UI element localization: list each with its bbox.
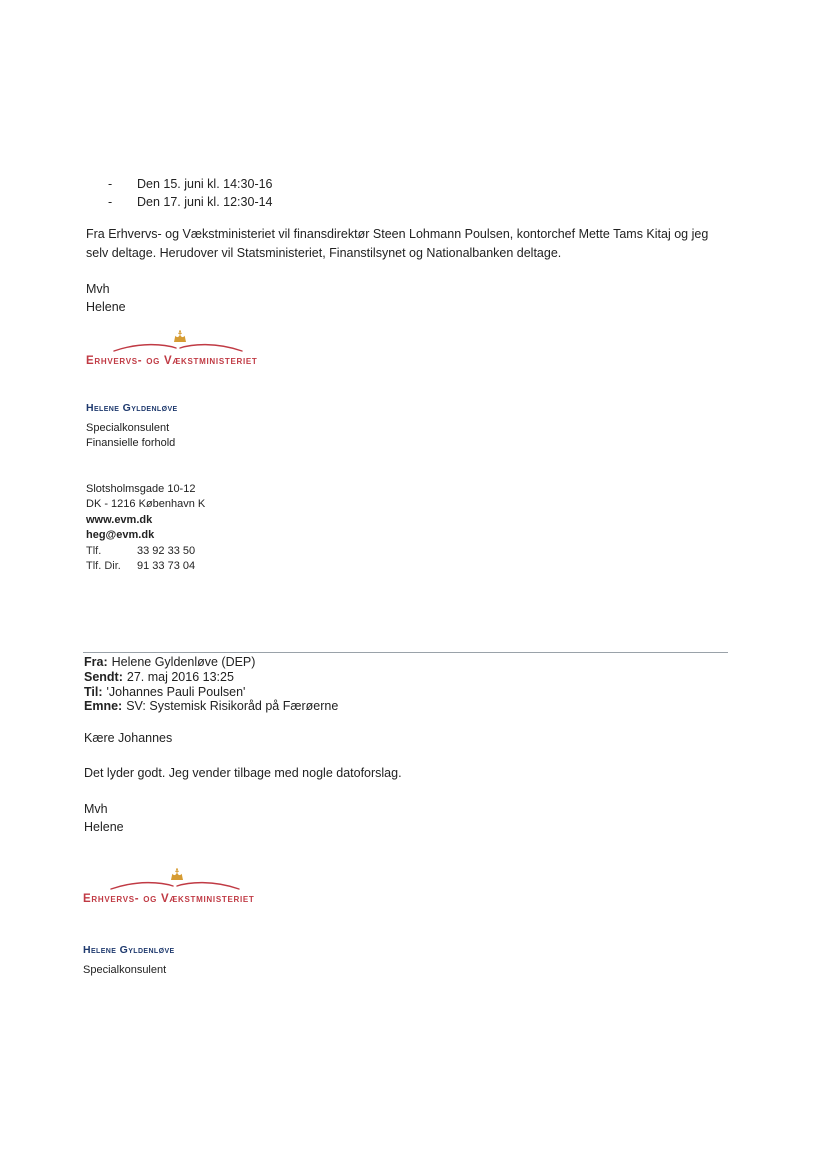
header-value: SV: Systemisk Risikoråd på Færøerne <box>126 699 339 714</box>
phone-direct-row <box>86 559 205 575</box>
signature-block <box>83 943 175 978</box>
website-link: www.evm.dk <box>86 513 153 526</box>
header-value: Helene Gyldenløve (DEP) <box>111 655 256 669</box>
signoff-closing: Mvh <box>84 802 108 816</box>
list-bullet: - <box>108 177 113 191</box>
header-label: Fra: <box>84 655 108 669</box>
signature-name: Helene Gyldenløve <box>86 402 178 414</box>
signoff-closing: Mvh <box>86 282 110 296</box>
phone-direct-label: Tlf. Dir. <box>86 560 121 572</box>
signoff <box>86 280 126 316</box>
signature-title: Specialkonsulent <box>83 963 167 976</box>
greeting: Kære Johannes <box>84 731 173 745</box>
date-option-text: Den 15. juni kl. 14:30-16 <box>137 177 273 191</box>
date-option-text: Den 17. juni kl. 12:30-14 <box>137 195 273 209</box>
phone-label: Tlf. <box>86 544 102 557</box>
list-bullet: - <box>108 195 113 209</box>
header-row-fra <box>84 655 338 670</box>
ministry-name: Erhvervs- og Vækstministeriet <box>86 355 258 367</box>
ministry-logo <box>86 329 296 373</box>
message-body: Det lyder godt. Jeg vender tilbage med nogle datoforslag. <box>84 766 402 780</box>
address-line-1: Slotsholmsgade 10-12 <box>86 482 196 495</box>
signature-name: Helene Gyldenløve <box>83 944 175 956</box>
header-label: Emne: <box>84 699 123 714</box>
list-item <box>108 175 273 193</box>
divider-line <box>83 652 728 653</box>
email-link: heg@evm.dk <box>86 529 155 541</box>
header-value: 'Johannes Pauli Poulsen' <box>106 684 246 699</box>
header-row-emne <box>84 699 338 714</box>
address-line-2: DK - 1216 København K <box>86 498 206 510</box>
header-label: Sendt: <box>84 669 123 684</box>
signoff-name: Helene <box>84 819 124 834</box>
signature-department: Finansielle forhold <box>86 437 176 449</box>
spacer <box>86 452 205 482</box>
header-value: 27. maj 2016 13:25 <box>126 669 234 684</box>
signoff-name: Helene <box>86 300 126 314</box>
phone-number: 33 92 33 50 <box>137 544 196 557</box>
signature-block <box>86 401 205 575</box>
list-item <box>108 193 273 211</box>
header-row-sendt <box>84 670 338 685</box>
header-label: Til: <box>84 684 103 699</box>
signature-title: Specialkonsulent <box>86 421 170 434</box>
ministry-name: Erhvervs- og Vækstministeriet <box>83 893 255 905</box>
email-headers <box>84 655 338 714</box>
phone-direct-number: 91 33 73 04 <box>137 560 196 572</box>
date-options-list <box>108 175 273 211</box>
header-row-til <box>84 685 338 700</box>
signoff <box>84 801 124 836</box>
ministry-logo <box>83 867 293 911</box>
phone-row <box>86 544 205 560</box>
message-paragraph: Fra Erhvervs- og Vækstministeriet vil finansdirektør Steen Lohmann Poulsen, kontorchef Mette Tams Kitaj og jeg selv deltage. Herudover vil Statsministeriet, Finanstilsynet og Nationalbanken deltage. <box>86 227 709 260</box>
